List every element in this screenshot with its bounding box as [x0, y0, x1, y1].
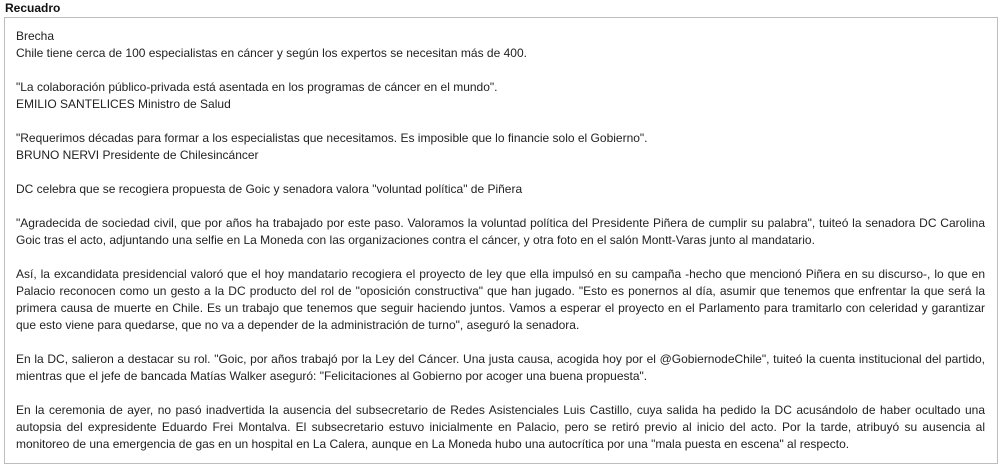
quote-text: "Requerimos décadas para formar a los especialistas que necesitamos. Es imposible que lo financie solo el Gobierno".: [16, 131, 648, 145]
paragraph-body: Así, la excandidata presidencial valoró que el hoy mandatario recogiera el proyecto de ley que ella impulsó en su campaña -hecho que mencionó Piñera en su discurso-, lo que en Palacio reconocen como un gesto a la DC producto del rol de "oposición constructiva" que han jugado. "Esto es ponernos al día, asumir que tenemos que enfrentar la que será la primera causa de muerte en Chile. Es un trabajo que tenemos que seguir haciendo juntos. Vamos a esperar el proyecto en el Parlamento para tramitarlo con celeridad y garantizar que esto viene para quedarse, que no va a depender de la administración de turno", aseguró la senadora.: [16, 267, 985, 332]
quote-author: BRUNO NERVI Presidente de Chilesincáncer: [16, 148, 259, 162]
paragraph-brecha: [16, 28, 985, 62]
brecha-title: Brecha: [16, 29, 55, 43]
paragraph-quote-nervi: [16, 130, 985, 164]
article-box: [4, 17, 998, 464]
section-label: Recuadro: [5, 1, 61, 15]
quote-text: "La colaboración público-privada está asentada en los programas de cáncer en el mundo".: [16, 80, 498, 94]
paragraph-body: En la ceremonia de ayer, no pasó inadvertida la ausencia del subsecretario de Redes Asistenciales Luis Castillo, cuya salida ha pedido la DC acusándolo de haber ocultado una autopsia del expresidente Eduardo Frei Montalva. El subsecretario estuvo inicialmente en Palacio, pero se retiró previo al inicio del acto. Por la tarde, atribuyó su ausencia al monitoreo de una emergencia de gas en un hospital en La Calera, aunque en La Moneda hubo una autocrítica por una "mala puesta en escena" al respecto.: [16, 403, 985, 451]
paragraph-quote-santelices: [16, 79, 985, 113]
paragraph-body: En la DC, salieron a destacar su rol. "Goic, por años trabajó por la Ley del Cáncer. Una justa causa, acogida hoy por el @GobiernodeChile", tuiteó la cuenta institucional del partido, mientras que el jefe de bancada Matías Walker aseguró: "Felicitaciones al Gobierno por acoger una buena propuesta".: [16, 352, 985, 383]
paragraph-headline: DC celebra que se recogiera propuesta de Goic y senadora valora "voluntad política" de Piñera: [16, 182, 523, 196]
paragraph-body: "Agradecida de sociedad civil, que por años ha trabajado por este paso. Valoramos la voluntad política del Presidente Piñera de cumplir su palabra", tuiteó la senadora DC Carolina Goic tras el acto, adjuntando una selfie en La Moneda con las organizaciones contra el cáncer, y otra foto en el salón Montt-Varas junto al mandatario.: [16, 216, 985, 247]
quote-author: EMILIO SANTELICES Ministro de Salud: [16, 97, 231, 111]
brecha-text: Chile tiene cerca de 100 especialistas en cáncer y según los expertos se necesitan más de 400.: [16, 46, 527, 60]
